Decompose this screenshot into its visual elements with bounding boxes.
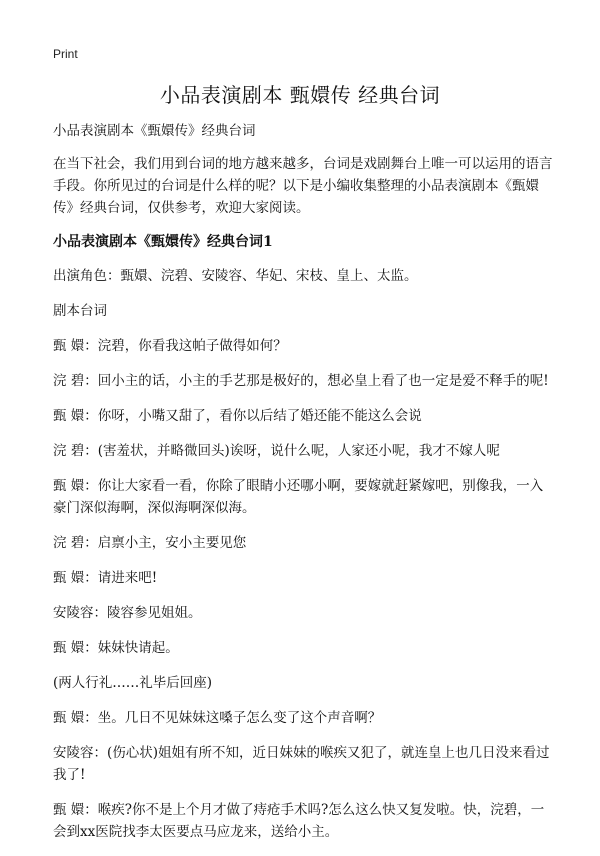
dialogue-line: 安陵容：陵容参见姐姐。 [53,605,202,621]
dialogue-line: 甄 嬛：请进来吧! [53,570,158,586]
stage-direction: (两人行礼……礼毕后回座) [53,675,213,691]
dialogue-line: 甄 嬛：坐。几日不见妹妹这嗓子怎么变了这个声音啊？ [53,710,382,726]
document-subtitle: 小品表演剧本《甄嬛传》经典台词 [53,123,256,139]
document-body [53,120,553,856]
intro-paragraph: 在当下社会，我们用到台词的地方越来越多，台词是戏剧舞台上唯一可以运用的语言手段。你所见过的台词是什么样的呢？以下是小编收集整理的小品表演剧本《甄嬛传》经典台词，仅供参考，欢迎大家阅读。 [53,156,553,216]
dialogue-line: 浣 碧：启禀小主，安小主要见您 [53,535,247,551]
dialogue-line: 甄 嬛：你呀，小嘴又甜了，看你以后结了婚还能不能这么会说 [53,408,422,424]
dialogue-line: 浣 碧：回小主的话，小主的手艺那是极好的，想必皇上看了也一定是爱不释手的呢! [53,373,549,389]
print-link[interactable]: Print [53,47,78,61]
page-title: 小品表演剧本 甄嬛传 经典台词 [159,83,441,107]
script-label: 剧本台词 [53,303,107,319]
dialogue-line: 甄 嬛：你让大家看一看，你除了眼睛小还哪小啊，要嫁就赶紧嫁吧，别像我，一入豪门深似海啊，深似海啊深似海。 [53,478,544,516]
dialogue-line: 甄 嬛：浣碧，你看我这帕子做得如何？ [53,338,287,354]
dialogue-line: 安陵容：(伤心状)姐姐有所不知，近日妹妹的喉疾又犯了，就连皇上也几日没来看过我了! [53,745,550,783]
dialogue-line: 浣 碧：(害羞状，并略微回头)诶呀，说什么呢，人家还小呢，我才不嫁人呢 [53,443,500,459]
section-heading: 小品表演剧本《甄嬛传》经典台词1 [53,234,273,250]
cast-list: 出演角色：甄嬛、浣碧、安陵容、华妃、宋枝、皇上、太监。 [53,268,418,284]
dialogue-line: 甄 嬛：妹妹快请起。 [53,640,179,656]
dialogue-line: 甄 嬛：喉疾?你不是上个月才做了痔疮手术吗?怎么这么快又复发啦。快，浣碧，一会到xx医院找李太医要点马应龙来，送给小主。 [53,802,545,840]
